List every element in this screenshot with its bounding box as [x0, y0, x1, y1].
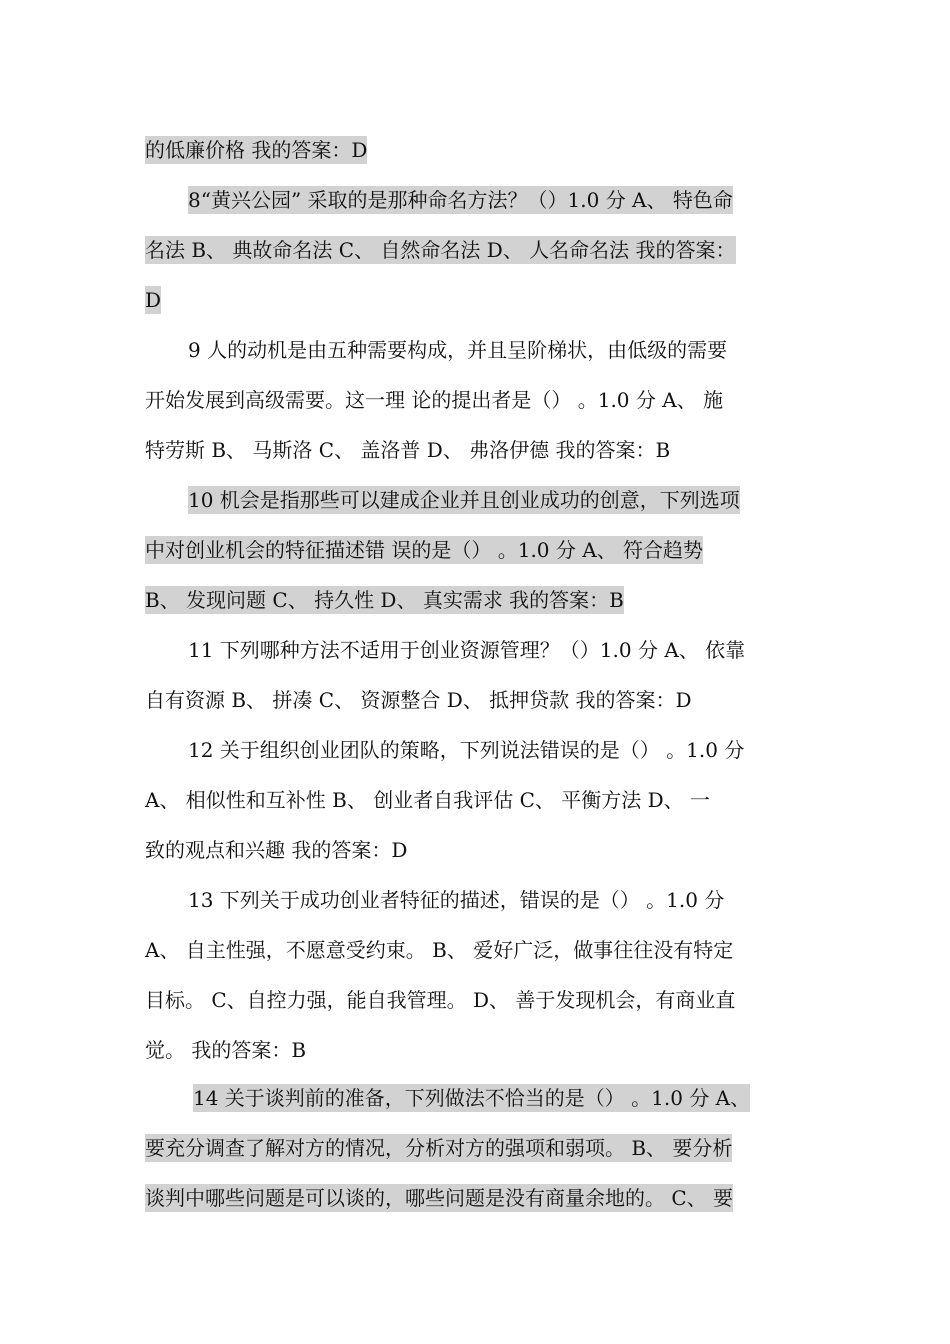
text-line — [145, 975, 735, 1025]
text-line — [145, 425, 670, 475]
text-line — [145, 525, 703, 575]
text-span: 12 关于组织创业团队的策略，下列说法错误的是（） 。1.0 分 — [188, 738, 745, 762]
highlighted-text: B、 发现问题 C、 持久性 D、 真实需求 我的答案：B — [145, 588, 624, 612]
highlighted-text: 谈判中哪些问题是可以谈的，哪些问题是没有商量余地的。 C、 要 — [145, 1186, 734, 1210]
highlighted-text: 中对创业机会的特征描述错 误的是（） 。1.0 分 A、 符合趋势 — [145, 538, 704, 562]
text-line — [145, 1025, 306, 1075]
question-14-line — [193, 1073, 750, 1123]
highlighted-text: 14 关于谈判前的准备，下列做法不恰当的是（） 。1.0 分 A、 — [193, 1086, 751, 1110]
question-10-line — [188, 475, 740, 525]
text-line — [145, 225, 736, 275]
text-span: A、 相似性和互补性 B、 创业者自我评估 C、 平衡方法 D、 一 — [145, 788, 710, 812]
text-line — [145, 1123, 732, 1173]
text-span: 开始发展到高级需要。这一理 论的提出者是（） 。1.0 分 A、 施 — [145, 388, 724, 412]
text-line — [145, 275, 161, 325]
question-13-line — [188, 875, 724, 925]
text-span: 9 人的动机是由五种需要构成，并且呈阶梯状，由低级的需要 — [188, 338, 728, 362]
text-line — [145, 575, 624, 625]
text-span: 自有资源 B、 拼凑 C、 资源整合 D、 抵押贷款 我的答案：D — [145, 688, 692, 712]
text-span: A、 自主性强，不愿意受约束。 B、 爱好广泛，做事往往没有特定 — [145, 938, 734, 962]
highlighted-text: 要充分调查了解对方的情况，分析对方的强项和弱项。 B、 要分析 — [145, 1136, 733, 1160]
text-span: 特劳斯 B、 马斯洛 C、 盖洛普 D、 弗洛伊德 我的答案：B — [145, 438, 671, 462]
text-line — [145, 375, 723, 425]
question-11-line — [188, 625, 745, 675]
text-line — [145, 775, 710, 825]
text-span: 13 下列关于成功创业者特征的描述，错误的是（） 。1.0 分 — [188, 888, 725, 912]
text-line — [145, 925, 733, 975]
highlighted-text: D — [145, 288, 162, 312]
question-9-line — [188, 325, 727, 375]
text-span: 觉。 我的答案：B — [145, 1038, 307, 1062]
highlighted-text: 名法 B、 典故命名法 C、 自然命名法 D、 人名命名法 我的答案： — [145, 238, 736, 262]
highlighted-text: 10 机会是指那些可以建成企业并且创业成功的创意，下列选项 — [188, 488, 740, 512]
text-line — [145, 825, 407, 875]
text-line — [145, 675, 692, 725]
text-span: 11 下列哪种方法不适用于创业资源管理？（）1.0 分 A、 依靠 — [188, 638, 746, 662]
text-line — [145, 1173, 733, 1223]
highlighted-text: 8“黄兴公园” 采取的是那种命名方法？（）1.0 分 A、 特色命 — [188, 188, 733, 212]
question-12-line — [188, 725, 744, 775]
text-span: 目标。 C、自控力强，能自我管理。 D、 善于发现机会，有商业直 — [145, 988, 736, 1012]
text-line — [145, 125, 367, 175]
highlighted-text: 的低廉价格 我的答案：D — [145, 138, 368, 162]
text-span: 致的观点和兴趣 我的答案：D — [145, 838, 408, 862]
question-8-line — [188, 175, 733, 225]
